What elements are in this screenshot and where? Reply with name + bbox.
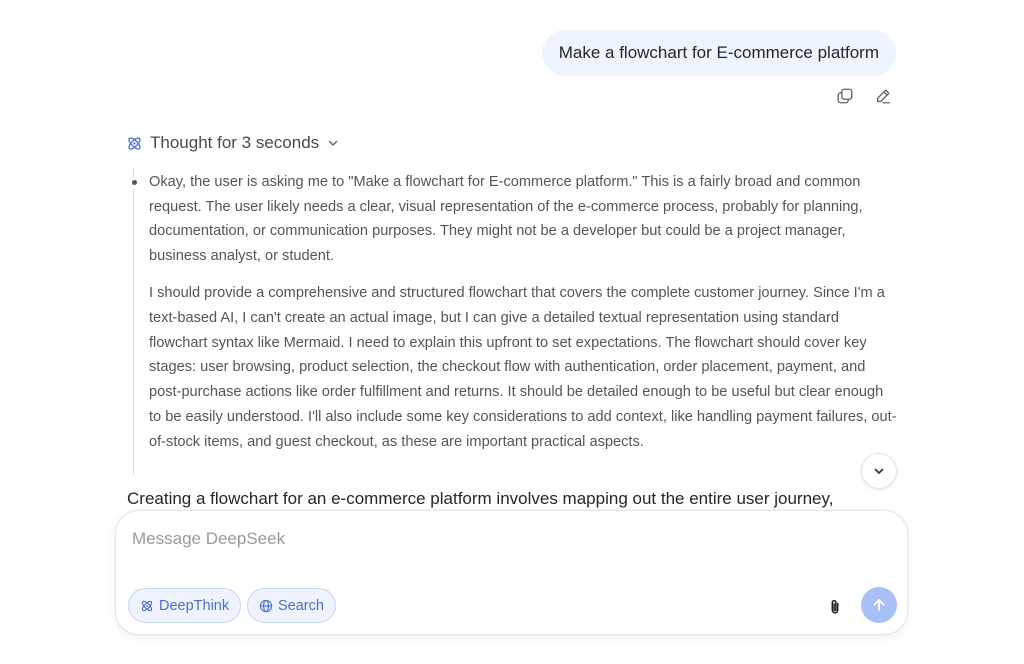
globe-icon [259, 599, 273, 613]
thinking-content [133, 168, 897, 475]
message-actions [835, 86, 893, 106]
copy-button[interactable] [835, 86, 855, 106]
thinking-paragraph: I should provide a comprehensive and structured flowchart that covers the complete customer journey. Since I'm a text-based AI, I can't create an actual image, but I can give a detailed textual representation using standard flowchart syntax like Mermaid. I need to explain this upfront to set expectations. The flowchart should cover key stages: user browsing, product selection, the checkout flow with authentication, order placement, payment, and post-purchase actions like order fulfillment and returns. It should be detailed enough to be useful but clear enough to be easily understood. I'll also include some key considerations to add context, like handling payment failures, out-of-stock items, and guest checkout, as these are important practical aspects. [149, 285, 897, 450]
thought-duration-label: Thought for 3 seconds [150, 133, 320, 152]
assistant-answer-text: Creating a flowchart for an e-commerce platform involves mapping out the entire user journey, [127, 489, 834, 508]
chevron-down-icon [326, 136, 340, 150]
thinking-paragraph: Okay, the user is asking me to "Make a flowchart for E-commerce platform." This is a fairly broad and common request. The user likely needs a clear, visual representation of the e-commerce process, probably for planning, documentation, or communication purposes. They might not be a developer but could be a project manager, business analyst, or student. [149, 170, 897, 269]
copy-icon [836, 87, 854, 105]
edit-button[interactable] [873, 86, 893, 106]
chevron-down-icon [872, 464, 886, 478]
pencil-icon [874, 87, 892, 105]
search-label: Search [278, 597, 324, 614]
deepthink-label: DeepThink [159, 597, 230, 614]
search-toggle[interactable] [247, 588, 336, 623]
thought-toggle[interactable] [126, 133, 340, 153]
message-input[interactable] [132, 529, 872, 549]
send-button[interactable] [861, 587, 897, 623]
atom-icon [126, 135, 143, 152]
user-message-bubble [542, 30, 896, 76]
user-message-text: Make a flowchart for E-commerce platform [558, 43, 879, 62]
paperclip-icon [826, 598, 844, 616]
message-composer [115, 510, 908, 635]
atom-icon [140, 599, 154, 613]
deepthink-toggle[interactable] [128, 588, 241, 623]
arrow-up-icon [871, 597, 887, 613]
scroll-to-bottom-button[interactable] [861, 453, 897, 489]
attach-file-button[interactable] [824, 596, 846, 618]
